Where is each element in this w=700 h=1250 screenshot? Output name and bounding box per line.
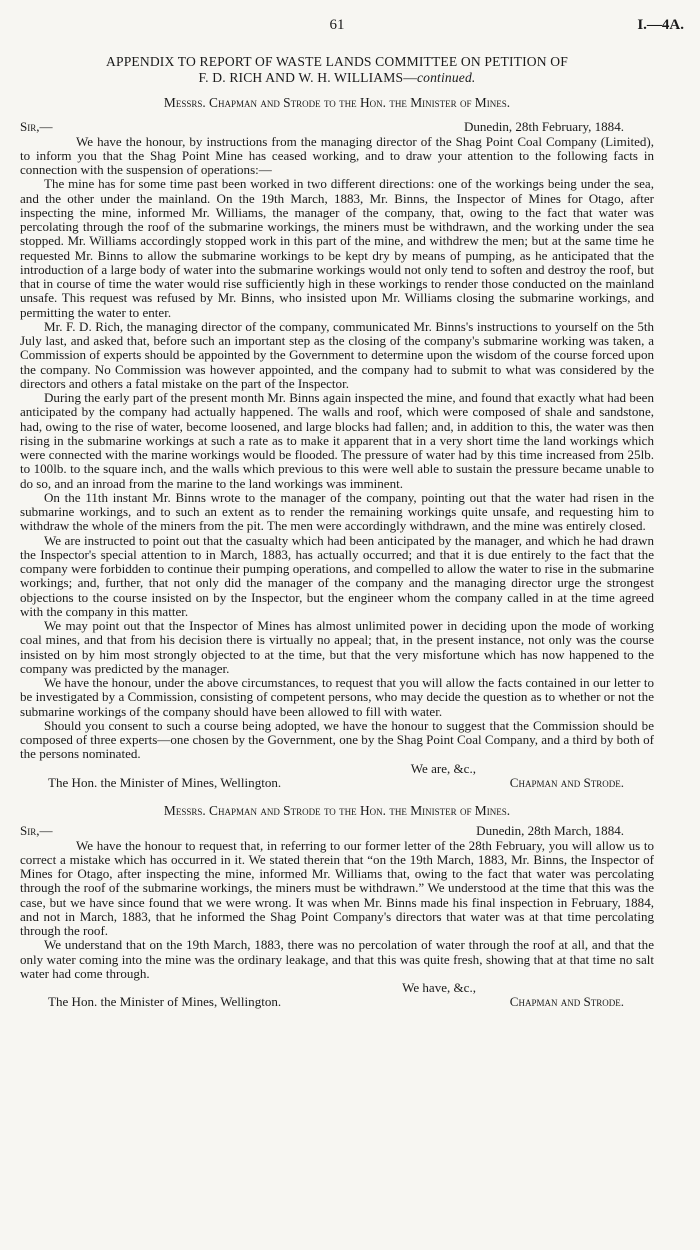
letter-1-paragraph: Mr. F. D. Rich, the managing director of the company, communicated Mr. Binns's instructions to yourself on the 5th July last, and asked that, before such an important step as the closing of the company's submarine working was taken, a Commission of experts should be appointed by the Government to determine upon the wisdom of the course forced upon the company. No Commission was however appointed, and the company had to submit to what was considered by the directors and others a fatal mistake on the part of the Inspector. [20, 318, 654, 391]
letter-2-signature: Chapman and Strode. [509, 994, 624, 1010]
title-line-2-main: F. D. RICH AND W. H. WILLIAMS— [198, 70, 417, 85]
letter-1-addressee: The Hon. the Minister of Mines, Wellington. [48, 774, 282, 790]
letter-1-salutation: Sir,— [20, 119, 53, 135]
page-number: 61 [329, 17, 345, 33]
title-line-1: APPENDIX TO REPORT OF WASTE LANDS COMMITTEE ON PETITION OF [106, 54, 568, 69]
letter-2-paragraph: We have the honour to request that, in referring to our former letter of the 28th February, you will allow us to correct a mistake which has occurred in it. We stated therein that “on the 19th March, 1883, Mr. Binns, the Inspector of Mines for Otago, after inspecting the mine, informed Mr. Williams that, owing to the fact that water was percolating through the roof of the submarine workings, the miners must be withdrawn.” We understood at the time that this was the case, but we have since found that we were wrong. It was when Mr. Binns made his final inspection in February, 1884, and not in March, 1883, that he informed the Shag Point Company's directors that water was at that time percolating through the roof. [20, 837, 654, 938]
letter-1-paragraph: We have the honour, by instructions from the managing director of the Shag Point Coal Company (Limited), to inform you that the Shag Point Mine has ceased working, and to draw your attention to the following facts in connection with the suspension of operations:— [20, 133, 654, 177]
letter-1-paragraph: On the 11th instant Mr. Binns wrote to the manager of the company, pointing out that the water had risen in the submarine workings, and to such an extent as to render the remaining workings quite unsafe, and requesting him to withdraw the whole of the miners from the pit. The men were accordingly withdrawn, and the mine was entirely closed. [20, 489, 654, 534]
letter-2-dateline [20, 824, 654, 838]
letter-1-date: Dunedin, 28th February, 1884. [463, 119, 624, 135]
letter-2-salutation: Sir,— [20, 823, 53, 839]
letter-1-paragraph: Should you consent to such a course being adopted, we have the honour to suggest that the Commission should be composed of three experts—one chosen by the Government, one by the Shag Point Coal Company, and a third by both of the persons nominated. [20, 717, 654, 762]
appendix-title [20, 54, 654, 86]
letter-1-paragraph: During the early part of the present month Mr. Binns again inspected the mine, and found that exactly what had been anticipated by the company had actually happened. The walls and roof, which were composed of shale and sandstone, had, owing to the rise of water, become loosened, and large blocks had fallen; and, in addition to this, the water was then rising in the submarine workings at such a rate as to make it apparent that in a very short time the land workings which were connected with the marine workings would be flooded. The pressure of water had by this time increased from 25lb. to 100lb. to the square inch, and the walls which previous to this were well able to sustain the pressure became unable to do so, and an inroad from the marine to the land workings was imminent. [20, 390, 654, 491]
letter-1-signature-line [20, 776, 654, 790]
letter-2-closing: We have, &c., [402, 980, 476, 995]
letter-1-paragraph: The mine has for some time past been worked in two different directions: one of the workings being under the sea, and the other under the mainland. On the 19th March, 1883, Mr. Binns, the Inspector of Mines for Otago, after inspecting the mine, informed Mr. Williams, the manager of the company, that, owing to the fact that water was percolating through the roof of the submarine workings, the miners must be withdrawn, and the working under the sea stopped. Mr. Williams accordingly stopped work in this part of the mine, and withdrew the men; but at the same time he requested Mr. Binns to allow the submarine workings to be kept dry by means of pumping, as he anticipated that the introduction of a large body of water into the submarine workings would not only tend to soften and destroy the roof, but that in course of time the water would rise sufficiently high in these workings to render those conducted on the mainland unsafe. This request was refused by Mr. Binns, who insisted upon Mr. Williams closing the submarine workings, and permitting the water to enter. [20, 176, 654, 320]
letter-2-paragraph: We understand that on the 19th March, 1883, there was no percolation of water through the roof at all, and that the only water coming into the mine was the ordinary leakage, and that this was quite fresh, showing that at that time no salt water had come through. [20, 937, 654, 981]
letter-1-signature: Chapman and Strode. [509, 774, 624, 790]
title-continued: continued. [416, 70, 476, 85]
document-reference: I.—4A. [637, 17, 684, 33]
letter-2-heading: Messrs. Chapman and Strode to the Hon. the Minister of Mines. [163, 803, 511, 818]
letter-2-signature-line [20, 995, 654, 1009]
letter-1-heading: Messrs. Chapman and Strode to the Hon. the Minister of Mines. [163, 95, 511, 110]
title-line-2 [20, 70, 654, 86]
letter-1-paragraph: We have the honour, under the above circumstances, to request that you will allow the facts contained in our letter to be investigated by a Commission, consisting of competent persons, who may decide the question as to whether or not the submarine workings of the company should have been allowed to fill with water. [20, 675, 654, 719]
letter-2-addressee: The Hon. the Minister of Mines, Wellington. [48, 994, 282, 1010]
page-header [20, 17, 684, 40]
letter-1-paragraph: We are instructed to point out that the casualty which had been anticipated by the manager, and which he had drawn the Inspector's special attention to in March, 1883, has actually occurred; and that it is due entirely to the fact that the company were forbidden to continue their pumping operations, and compelled to allow the water to rise in the submarine workings; and, further, that not only did the manager of the company and the managing director urge the strongest objections to the course insisted on by the Inspector, but the engineer whom the company called in at the time agreed with the company in this matter. [20, 532, 654, 619]
letter-2 [20, 804, 654, 1010]
letter-1 [20, 96, 654, 790]
letter-1-paragraph: We may point out that the Inspector of Mines has almost unlimited power in deciding upon the mode of working coal mines, and that from his decision there is virtually no appeal; that, in the present instance, not only was the course insisted on by him most strongly objected to at the time, but that the very misfortune which has now happened to the company was predicted by the manager. [20, 618, 654, 676]
letter-2-date: Dunedin, 28th March, 1884. [476, 823, 624, 839]
letter-1-dateline [20, 120, 654, 134]
letter-1-closing: We are, &c., [410, 760, 476, 776]
